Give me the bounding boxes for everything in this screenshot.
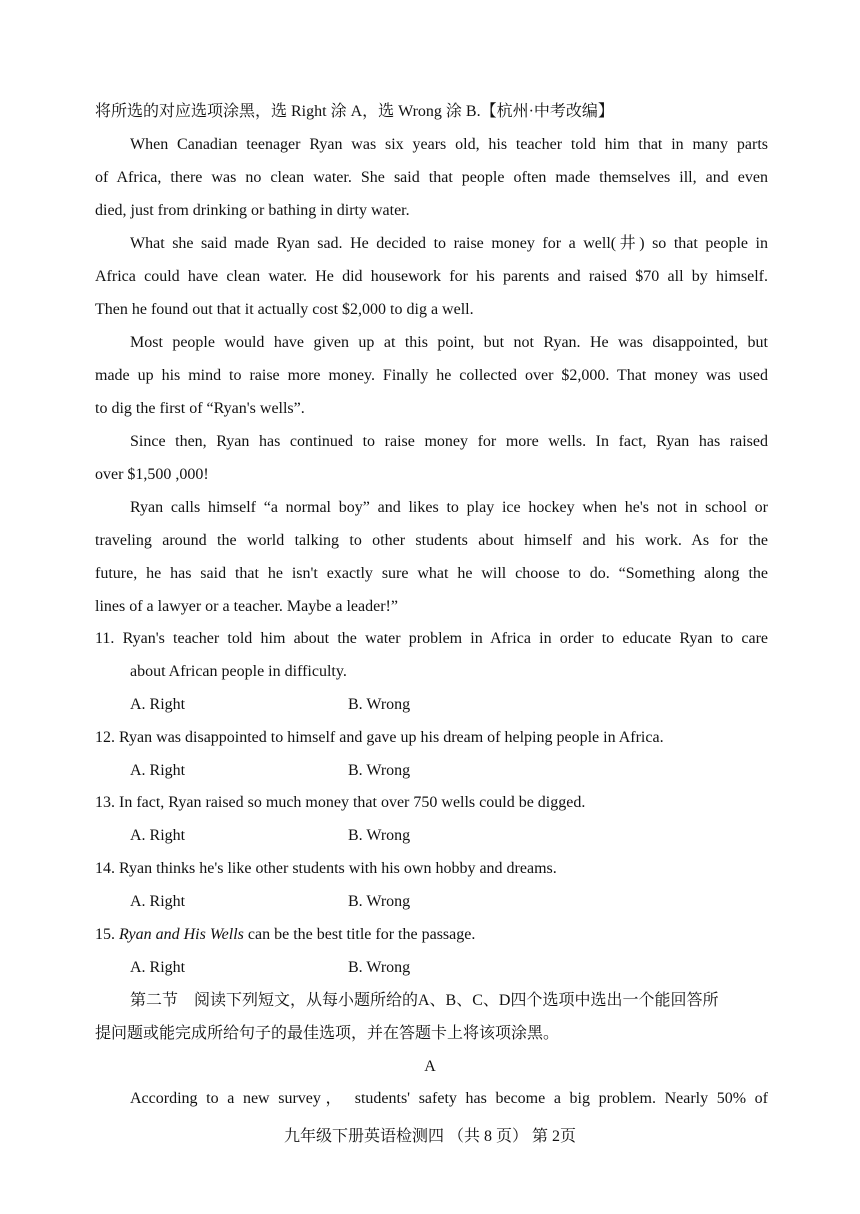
question-15-title: Ryan and His Wells xyxy=(119,926,244,943)
passage-line: What she said made Ryan sad. He decided to raise money for a well(井) so that people in xyxy=(130,235,768,252)
question-15-number: 15. xyxy=(95,926,115,943)
passage-line: over $1,500 ,000! xyxy=(95,466,209,483)
question-13-text: 13. In fact, Ryan raised so much money that over 750 wells could be digged. xyxy=(95,794,586,811)
instruction-line: 将所选的对应选项涂黑，选 Right 涂 A，选 Wrong 涂 B.【杭州·中考改编】 xyxy=(95,103,614,120)
question-12-text: 12. Ryan was disappointed to himself and gave up his dream of helping people in Africa. xyxy=(95,729,664,746)
question-14-text: 14. Ryan thinks he's like other students with his own hobby and dreams. xyxy=(95,860,557,877)
q14-option-b[interactable]: B. Wrong xyxy=(348,893,411,910)
passage-line: lines of a lawyer or a teacher. Maybe a leader!” xyxy=(95,598,398,615)
passage-line: Since then, Ryan has continued to raise money for more wells. In fact, Ryan has raised xyxy=(130,433,768,450)
passage-line: to dig the first of “Ryan's wells”. xyxy=(95,400,305,417)
passage-line: died, just from drinking or bathing in dirty water. xyxy=(95,202,410,219)
question-15-text xyxy=(95,918,768,951)
question-11-text-cont: about African people in difficulty. xyxy=(130,663,347,680)
q15-option-a[interactable]: A. Right xyxy=(130,959,186,976)
passage-line: According to a new survey， students' safety has become a big problem. Nearly 50% of xyxy=(130,1090,768,1107)
q12-option-b[interactable]: B. Wrong xyxy=(348,762,411,779)
passage-line: When Canadian teenager Ryan was six years old, his teacher told him that in many parts xyxy=(130,136,768,153)
passage-line: traveling around the world talking to other students about himself and his work. As for the xyxy=(95,532,768,549)
q13-option-a[interactable]: A. Right xyxy=(130,827,186,844)
q14-option-a[interactable]: A. Right xyxy=(130,893,186,910)
question-11-text: 11. Ryan's teacher told him about the water problem in Africa in order to educate Ryan to care xyxy=(95,630,768,647)
section-2-instruction: 第二节 阅读下列短文，从每小题所给的A、B、C、D四个选项中选出一个能回答所 xyxy=(130,992,719,1009)
question-15-rest: can be the best title for the passage. xyxy=(243,926,476,943)
q13-option-b[interactable]: B. Wrong xyxy=(348,827,411,844)
q11-option-b[interactable]: B. Wrong xyxy=(348,696,411,713)
passage-heading: A xyxy=(424,1058,436,1075)
passage-line: future, he has said that he isn't exactly sure what he will choose to do. “Something along the xyxy=(95,565,768,582)
passage-line: Africa could have clean water. He did housework for his parents and raised $70 all by himself. xyxy=(95,268,768,285)
section-2-instruction-cont: 提问题或能完成所给句子的最佳选项，并在答题卡上将该项涂黑。 xyxy=(95,1025,560,1042)
passage-line: made up his mind to raise more money. Finally he collected over $2,000. That money was used xyxy=(95,367,768,384)
passage-line: Most people would have given up at this point, but not Ryan. He was disappointed, but xyxy=(130,334,768,351)
passage-line: Ryan calls himself “a normal boy” and likes to play ice hockey when he's not in school or xyxy=(130,499,768,516)
q11-option-a[interactable]: A. Right xyxy=(130,696,186,713)
passage-line: Then he found out that it actually cost $2,000 to dig a well. xyxy=(95,301,474,318)
page-footer: 九年级下册英语检测四 （共 8 页） 第 2页 xyxy=(283,1128,576,1145)
q12-option-a[interactable]: A. Right xyxy=(130,762,186,779)
passage-line: of Africa, there was no clean water. She said that people often made themselves ill, and even xyxy=(95,169,768,186)
q15-option-b[interactable]: B. Wrong xyxy=(348,959,411,976)
